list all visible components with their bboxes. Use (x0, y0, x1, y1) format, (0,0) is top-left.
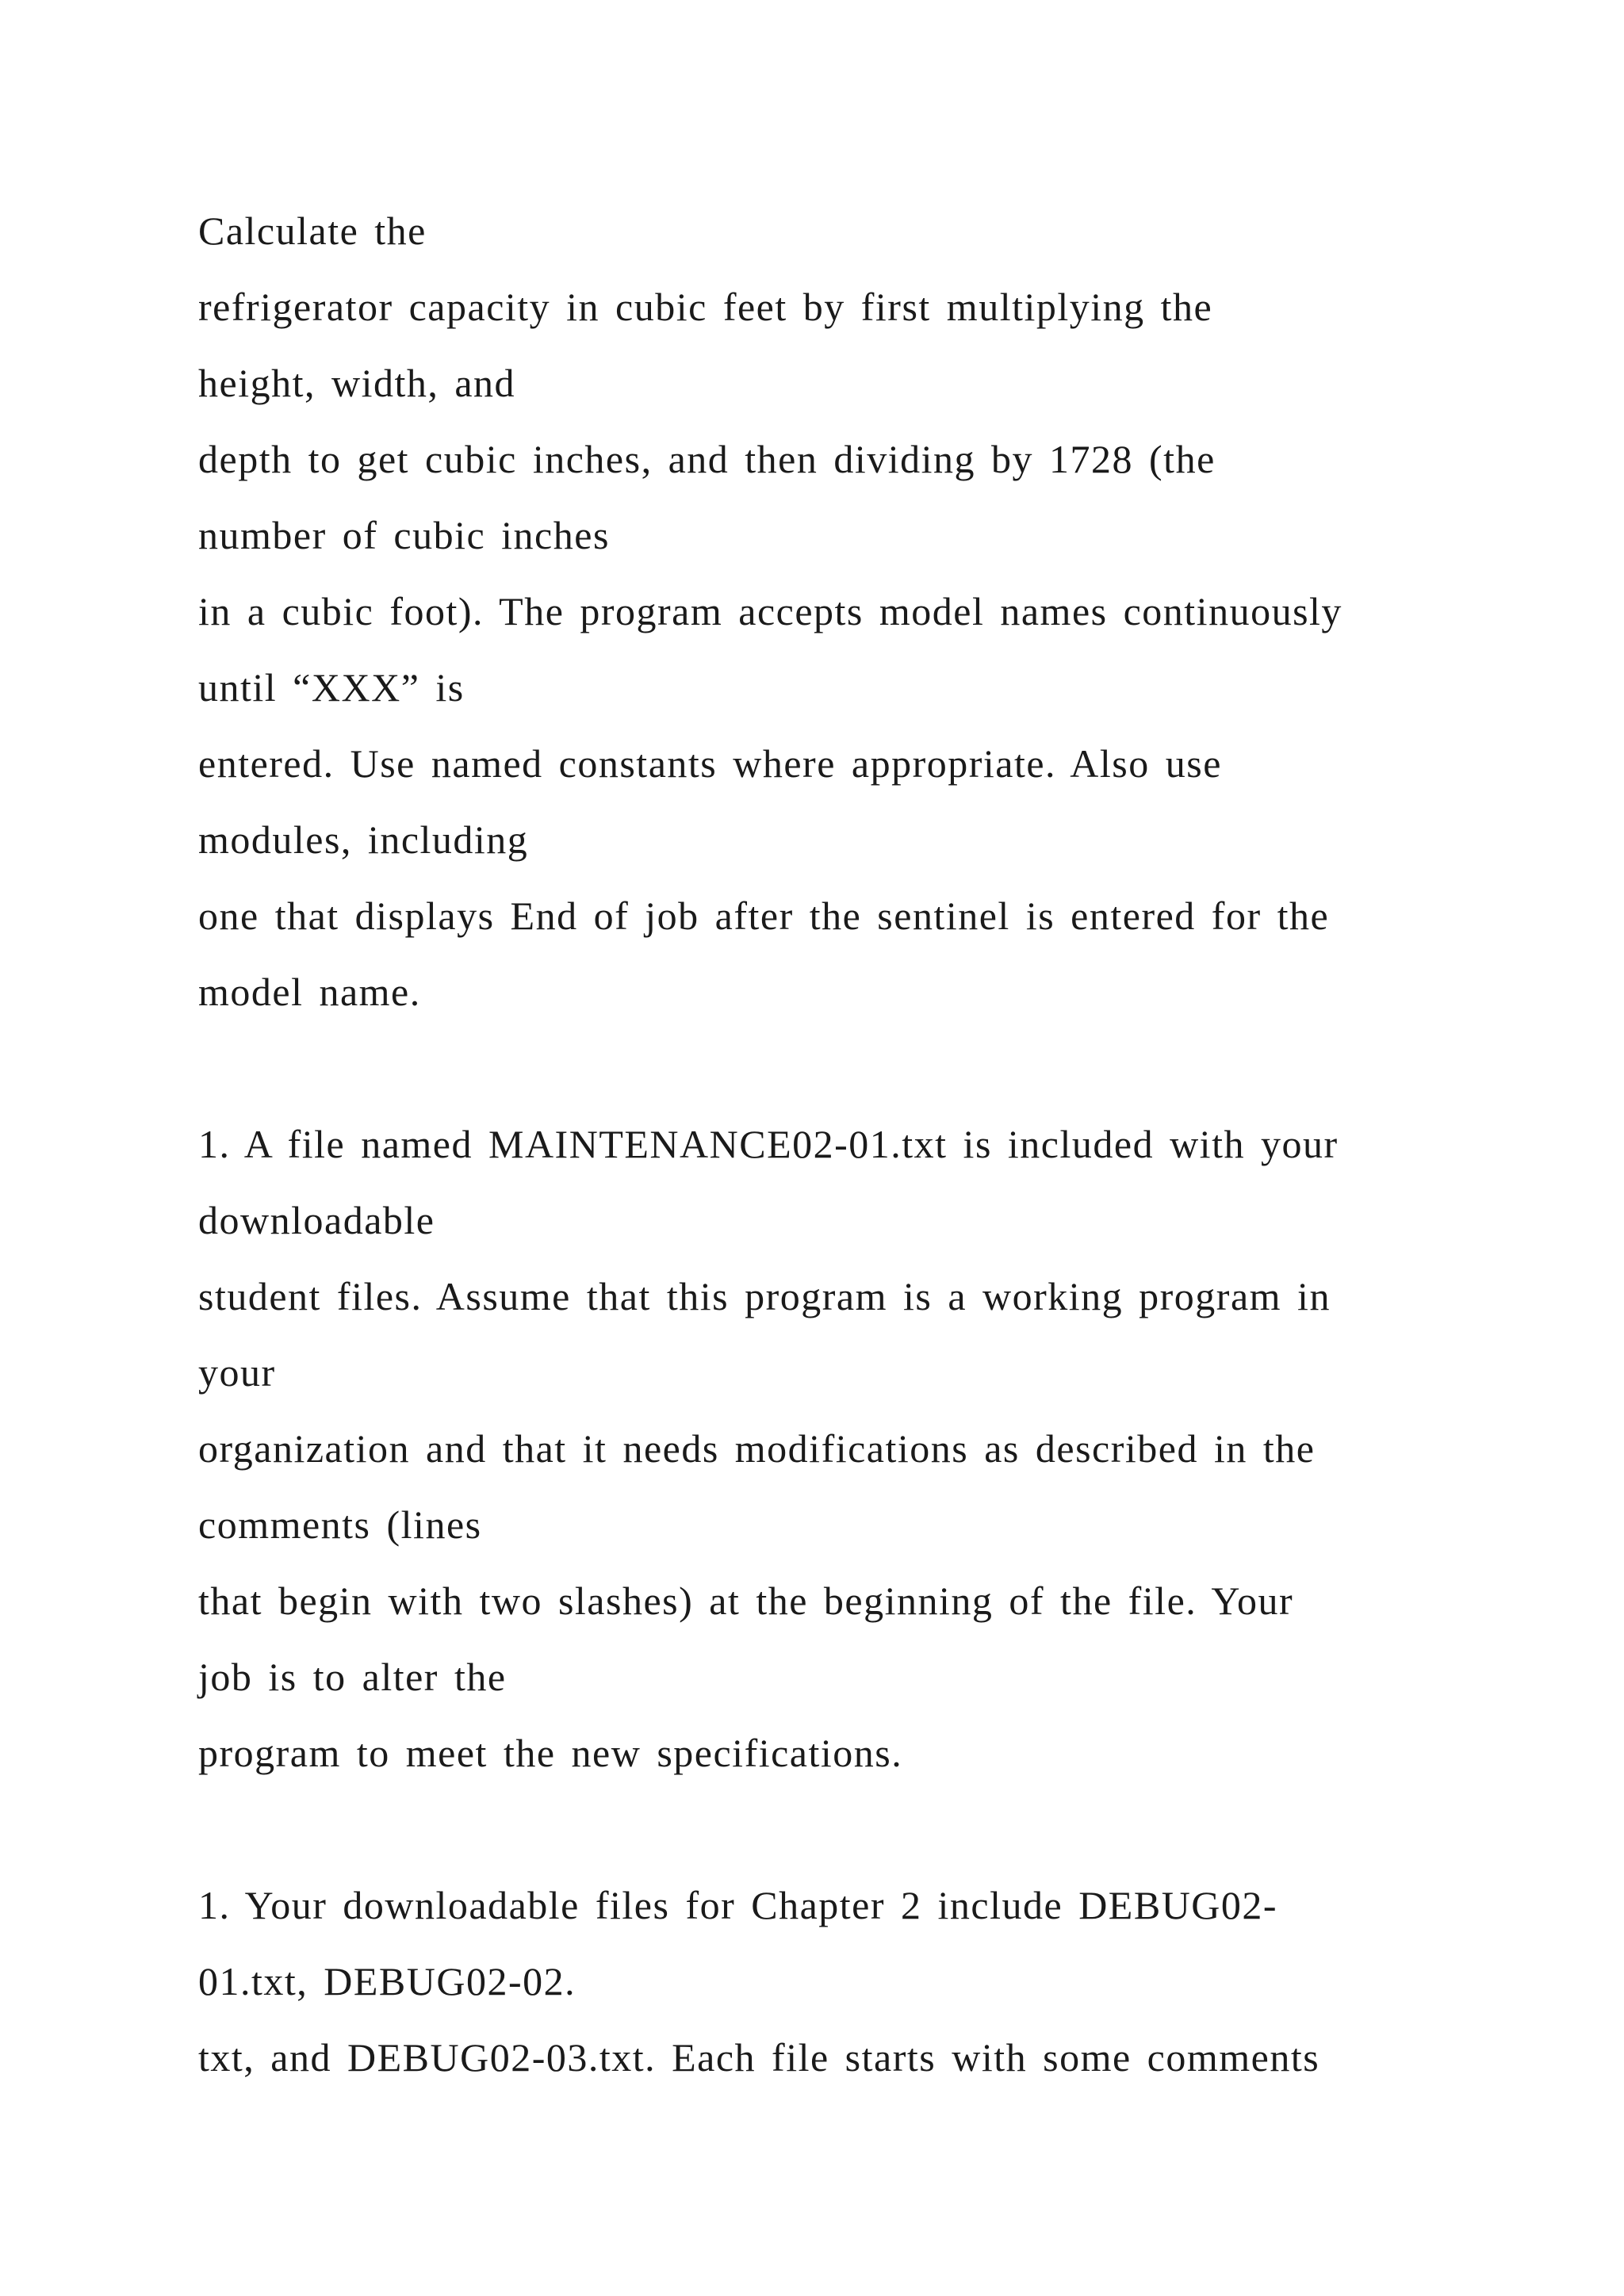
text-line: txt, and DEBUG02-03.txt. Each file starts with some comments (198, 2035, 1320, 2080)
text-line: that begin with two slashes) at the beginning of the file. Your (198, 1578, 1294, 1623)
text-line: job is to alter the (198, 1655, 507, 1699)
text-line: student files. Assume that this program is a working program in (198, 1274, 1331, 1318)
text-line: comments (lines (198, 1502, 482, 1547)
document-body (198, 193, 1507, 2095)
text-line: number of cubic inches (198, 513, 610, 557)
text-line: 01.txt, DEBUG02-02. (198, 1959, 576, 2003)
text-line: 1. A file named MAINTENANCE02-01.txt is included with your (198, 1122, 1339, 1166)
text-line: in a cubic foot). The program accepts model names continuously (198, 589, 1342, 633)
text-line: model name. (198, 970, 421, 1014)
text-line: entered. Use named constants where appropriate. Also use (198, 741, 1222, 786)
paragraph-maintenance-exercise (198, 1106, 1507, 1791)
text-line: program to meet the new specifications. (198, 1731, 903, 1775)
text-line: organization and that it needs modifications as described in the (198, 1426, 1316, 1471)
paragraph-spacer (198, 1030, 1507, 1106)
paragraph-spacer (198, 1791, 1507, 1867)
text-line: refrigerator capacity in cubic feet by first multiplying the (198, 285, 1213, 329)
text-line: one that displays End of job after the sentinel is entered for the (198, 894, 1330, 938)
text-line: your (198, 1350, 276, 1395)
text-line: depth to get cubic inches, and then dividing by 1728 (the (198, 437, 1216, 481)
text-line: height, width, and (198, 361, 516, 405)
text-line: Calculate the (198, 209, 427, 253)
text-line: 1. Your downloadable files for Chapter 2 include DEBUG02- (198, 1883, 1278, 1927)
text-line: until “XXX” is (198, 665, 465, 710)
text-line: modules, including (198, 817, 529, 862)
paragraph-refrigerator-capacity (198, 193, 1507, 1030)
paragraph-debug-exercise (198, 1867, 1507, 2095)
text-line: downloadable (198, 1198, 435, 1242)
